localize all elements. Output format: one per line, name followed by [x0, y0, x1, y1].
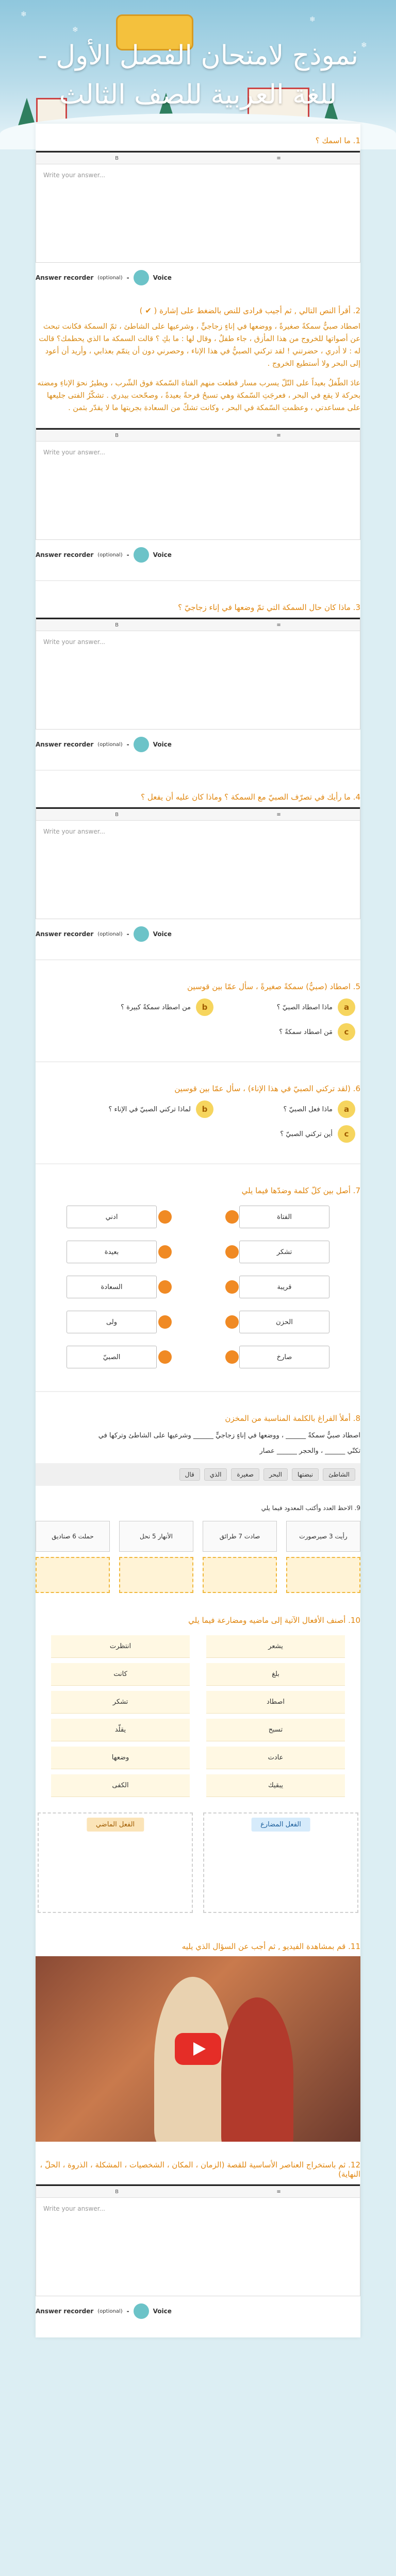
voice-record-button[interactable] [134, 926, 149, 942]
drop-zone[interactable] [119, 1557, 193, 1593]
question-heading: 9. الاحظ العدد وأكتب المعدود فيما يلي [261, 1504, 360, 1512]
editor-toolbar [36, 2184, 360, 2198]
answer-editor[interactable] [36, 428, 360, 540]
match-connector[interactable] [158, 1315, 172, 1329]
match-item-left[interactable]: ادني [67, 1206, 157, 1228]
count-grid [36, 1517, 360, 1597]
match-item-left[interactable]: ولى [67, 1311, 157, 1333]
voice-record-button[interactable] [134, 270, 149, 285]
match-item-right[interactable]: الفتاة [239, 1206, 329, 1228]
classify-items [36, 1630, 360, 1802]
snowflake-icon: ❄ [309, 15, 316, 24]
match-connector[interactable] [158, 1245, 172, 1259]
answer-recorder: Answer recorder (optional) - Voice [36, 730, 360, 754]
question-heading: 6. (لقد تركني الصبيّ في هذا الإناء) ، سأل عمّا بين قوسين [174, 1084, 360, 1093]
video-player[interactable] [36, 1956, 360, 2142]
question-2 [36, 294, 360, 571]
divider [36, 1163, 360, 1164]
answer-recorder: Answer recorder (optional) - Voice [36, 919, 360, 944]
voice-record-button[interactable] [134, 547, 149, 563]
count-prompt: حملت 6 صناديق [36, 1521, 110, 1552]
snowflake-icon: ❄ [72, 26, 78, 34]
divider [36, 1061, 360, 1062]
page-title: نموذج لامتحان الفصل الأول - للغة العربية للصف الثالث [38, 40, 358, 110]
count-prompt: الأنهار 5 نحل [119, 1521, 193, 1552]
voice-record-button[interactable] [134, 2303, 149, 2319]
draggable-word[interactable]: بلغ [206, 1663, 345, 1686]
fill-sentence: اصطاد صبيٌّ سمكةً ______ ، ووضعها في إناءٍ زجاجيٍّ ______ وشرعيها على الشاطئ وتركها في [98, 1432, 360, 1439]
match-connector[interactable] [225, 1245, 239, 1259]
word-chip[interactable]: قال [179, 1468, 200, 1481]
voice-label: Voice [153, 274, 172, 281]
editor-toolbar [36, 428, 360, 442]
choice-list [36, 996, 360, 1046]
question-heading: 4. ما رأيك في تصرّف الصبيّ مع السمكة ؟ وماذا كان عليه أن يفعل ؟ [141, 792, 360, 802]
divider [36, 959, 360, 960]
editor-toolbar [36, 618, 360, 631]
question-1 [36, 124, 360, 294]
snowflake-icon: ❄ [361, 41, 367, 49]
bin-past[interactable]: الفعل الماضي [38, 1812, 193, 1913]
word-bank [36, 1463, 360, 1486]
reading-passage: اصطاد صبيٌّ سمكةً صغيرةً ، ووضعها في إناءٍ زجاجيٍّ ، وشرعيها على الشاطئ ، ثمّ السمكة فكانت تبحث عن أصواتها للخروج من هذا المأزق ، جاء طفلٌ ، وقال لها : ما بكِ ؟ قالت السمكة ما الذي يحطمك؟ قالت له : لا أدري ، حضرتني ! لقد تركني الصبيُّ في هذا الإناء ، وحصرني دون أن يتمّم بعذابي ، وأريد أن أعود إلى البحر ولا أستطيع الخروج . عادَ الطّفلُ بعيداً على التّلّ يسرب مسار قطعت منهم الفتاة السّمكة فوق الشّرب ، ويطيرُ نحوَ الإناءِ ومضته بحركة لا يقع في البحر ، فعرجَتِ السّمكة وهي تسبحُ فرحةً بعيدةً ، وصحّحت بيدري . تشكّرُ الفتى جليعها على مساعدتي ، وعظمتِ السّمكة في البحر ، وكانت تشكّ من السعادة بجريتها ما لا يقدّر بثمن . [37, 323, 360, 412]
match-connector[interactable] [158, 1210, 172, 1224]
bold-button[interactable]: B [115, 432, 119, 438]
match-item-right[interactable]: صارخ [239, 1346, 329, 1368]
question-heading: 3. ماذا كان حال السمكة التي تمّ وضعها في إناء زجاجيّ ؟ [178, 603, 360, 612]
snowflake-icon: ❄ [21, 10, 27, 19]
count-prompt: صادت 7 طرائق [203, 1521, 277, 1552]
match-item-left[interactable]: بعيدة [67, 1241, 157, 1263]
list-button[interactable]: ≡ [276, 155, 281, 161]
choice-list [36, 1098, 360, 1148]
matching-area [36, 1200, 360, 1376]
word-chip[interactable]: البحر [263, 1468, 288, 1481]
answer-editor[interactable] [36, 617, 360, 730]
question-6 [36, 1072, 360, 1154]
answer-recorder: Answer recorder (optional) - Voice [36, 263, 360, 287]
draggable-word[interactable]: يبقيك [206, 1774, 345, 1797]
worksheet [36, 124, 360, 2337]
draggable-word[interactable]: عادت [206, 1747, 345, 1769]
editor-toolbar [36, 807, 360, 821]
match-item-right[interactable]: قريبة [239, 1276, 329, 1298]
answer-input[interactable]: Write your answer... [43, 638, 105, 646]
question-heading: 12. ثم باستخراج العناصر الأساسية للقصة (الزمان ، المكان ، الشخصيات ، المشكلة ، الذروة ، الحلّ ، النهاية) [40, 2160, 360, 2179]
question-heading: 7. أصل بين كلّ كلمة وضدّها فيما يلي [241, 1186, 360, 1195]
question-heading: 11. قم بمشاهدة الفيديو , ثم أجب عن السؤال الذي يليه [182, 1942, 360, 1951]
draggable-word[interactable]: كانت [51, 1663, 190, 1686]
draggable-word[interactable]: يشعر [206, 1635, 345, 1658]
voice-label: Voice [153, 930, 172, 938]
answer-input[interactable]: Write your answer... [43, 449, 105, 456]
question-3 [36, 590, 360, 760]
voice-label: Voice [153, 551, 172, 558]
match-item-right[interactable]: الحزن [239, 1311, 329, 1333]
list-button[interactable]: ≡ [276, 2189, 281, 2195]
question-heading: 1. ما اسمك ؟ [315, 136, 360, 145]
voice-label: Voice [153, 741, 172, 748]
video-character [221, 1997, 293, 2142]
choice-option[interactable]: b من اصطاد سمكةً كبيرة ؟ [87, 998, 213, 1016]
list-button[interactable]: ≡ [276, 432, 281, 438]
word-chip[interactable]: الذي [204, 1468, 227, 1481]
list-button[interactable]: ≡ [276, 622, 281, 628]
divider [36, 580, 360, 581]
word-chip[interactable]: الشاطئ [323, 1468, 355, 1481]
match-connector[interactable] [225, 1315, 239, 1329]
draggable-word[interactable]: انتظرت [51, 1635, 190, 1658]
draggable-word[interactable]: اصطاد [206, 1691, 345, 1714]
draggable-word[interactable]: الكفى [51, 1774, 190, 1797]
draggable-word[interactable]: يقلّد [51, 1719, 190, 1741]
match-connector[interactable] [225, 1350, 239, 1364]
classify-bins [36, 1802, 360, 1923]
draggable-word[interactable]: تسبح [206, 1719, 345, 1741]
bold-button[interactable]: B [115, 2189, 119, 2195]
question-4 [36, 780, 360, 950]
answer-input[interactable]: Write your answer... [43, 2205, 105, 2212]
question-9 [36, 1492, 360, 1603]
question-heading: 5. اصطاد (صبيٌّ) سمكةً صغيرةً ، سأل عمّا بين قوسين [187, 982, 360, 991]
question-heading: 8. أملأ الفراغ بالكلمة المناسبة من المخزن [225, 1414, 360, 1423]
play-button-icon[interactable] [175, 2033, 221, 2065]
question-10 [36, 1603, 360, 1929]
draggable-word[interactable]: تشكر [51, 1691, 190, 1714]
match-connector[interactable] [225, 1210, 239, 1224]
answer-recorder: Answer recorder (optional) - Voice [36, 540, 360, 565]
bin-present[interactable]: الفعل المضارع [203, 1812, 358, 1913]
bold-button[interactable]: B [115, 811, 119, 818]
answer-recorder: Answer recorder (optional) - Voice [36, 2296, 360, 2321]
question-12 [36, 2148, 360, 2327]
match-connector[interactable] [158, 1280, 172, 1294]
divider [36, 770, 360, 771]
answer-editor[interactable] [36, 150, 360, 263]
choice-option[interactable]: b لماذا تركني الصبيّ في الإناء ؟ [87, 1100, 213, 1118]
choice-option[interactable]: a ماذا اصطاد الصبيّ ؟ [229, 998, 355, 1016]
answer-editor[interactable] [36, 807, 360, 919]
word-chip[interactable]: نبضتها [292, 1468, 319, 1481]
question-heading: 2. أقرأ النص التالي , ثم أجيب فرادى للنص بالضغط على إشارة ( ✔ ) [139, 306, 360, 315]
answer-input[interactable]: Write your answer... [43, 172, 105, 179]
word-chip[interactable]: صغيرة [231, 1468, 259, 1481]
match-item-left[interactable]: الصبيّ [67, 1346, 157, 1368]
list-button[interactable]: ≡ [276, 811, 281, 818]
answer-editor[interactable] [36, 2184, 360, 2296]
question-11 [36, 1929, 360, 2148]
choice-option[interactable]: c مَن اصطاد سمكةً ؟ [229, 1023, 355, 1041]
bold-button[interactable]: B [115, 622, 119, 628]
drop-zone[interactable] [36, 1557, 110, 1593]
draggable-word[interactable]: وضعها [51, 1747, 190, 1769]
choice-option[interactable]: a ماذا فعل الصبيّ ؟ [229, 1100, 355, 1118]
drop-zone[interactable] [203, 1557, 277, 1593]
answer-input[interactable]: Write your answer... [43, 828, 105, 835]
choice-option[interactable]: c أين تركني الصبيّ ؟ [229, 1125, 355, 1143]
drop-zone[interactable] [286, 1557, 360, 1593]
voice-label: Voice [153, 2308, 172, 2315]
match-connector[interactable] [225, 1280, 239, 1294]
question-heading: 10. أصنف الأفعال الآتية إلى ماضيه ومضارعة فيما يلي [188, 1616, 360, 1625]
count-prompt: رأيت 3 صيرصورت [286, 1521, 360, 1552]
question-8 [36, 1401, 360, 1492]
match-item-left[interactable]: السعادة [67, 1276, 157, 1298]
editor-toolbar [36, 151, 360, 164]
question-7 [36, 1174, 360, 1382]
divider [36, 1391, 360, 1392]
bold-button[interactable]: B [115, 155, 119, 161]
match-connector[interactable] [158, 1350, 172, 1364]
voice-record-button[interactable] [134, 737, 149, 752]
fill-sentence: تكتّي ______ ، والحجر ______ عصار [259, 1447, 360, 1455]
match-item-right[interactable]: تشكر [239, 1241, 329, 1263]
question-5 [36, 970, 360, 1052]
